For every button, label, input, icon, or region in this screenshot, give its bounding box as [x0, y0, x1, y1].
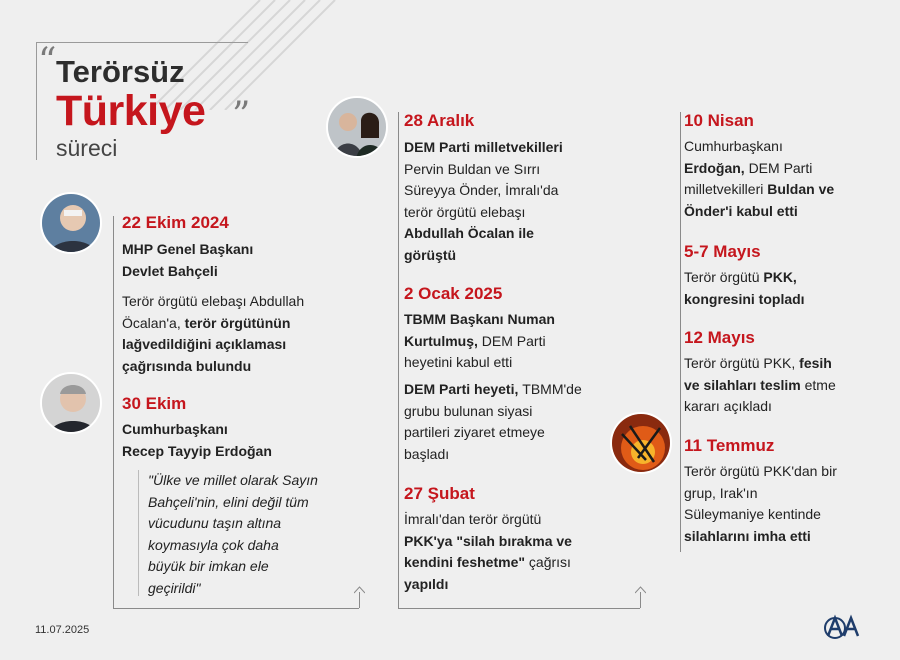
bold-text: lağvedildiğini açıklaması [122, 336, 287, 352]
timeline-end-col2 [640, 592, 641, 608]
event-date: 2 Ocak 2025 [404, 284, 503, 303]
person-title: MHP Genel Başkanı [122, 241, 254, 257]
text-segment: partileri ziyaret etmeye [404, 424, 545, 440]
bold-text: TBMM Başkanı Numan [404, 311, 555, 327]
text-segment: grubu bulunan siyasi [404, 402, 533, 419]
bold-text: kongresini topladı [684, 290, 805, 307]
arrow-up-icon [354, 586, 365, 594]
text-segment: TBMM'de [522, 381, 582, 397]
text-line [404, 401, 582, 423]
text-line [404, 574, 572, 596]
text-line [684, 353, 836, 375]
event-date: 11 Temmuz [684, 436, 775, 455]
text-line [404, 509, 572, 531]
event-date: 28 Aralık [404, 111, 475, 130]
text-line [404, 352, 555, 374]
avatar-erdogan [40, 372, 102, 434]
person-name: Recep Tayyip Erdoğan [122, 442, 272, 459]
bold-text: Önder'i kabul etti [684, 202, 798, 219]
event-body [404, 379, 582, 465]
text-line [684, 179, 834, 201]
timeline-base-col2 [398, 608, 640, 609]
title-line-1: Terörsüz [56, 54, 185, 89]
text-line [404, 331, 555, 353]
text-segment: Süleymaniye kentinde [684, 506, 821, 522]
timeline-line-col1 [113, 216, 114, 608]
text-line [684, 136, 834, 158]
open-quote-icon: “ [38, 41, 57, 82]
text-segment: etme [804, 376, 836, 393]
timeline-line-col2 [398, 112, 399, 608]
event-body [404, 309, 555, 374]
bold-text: fesih [799, 355, 832, 371]
text-segment: Süreyya Önder, İmralı'da [404, 182, 559, 198]
event-body [684, 267, 805, 310]
text-segment: başladı [404, 445, 450, 462]
timeline-end-col1 [359, 592, 360, 608]
event-person [122, 419, 272, 462]
text-line [122, 313, 304, 335]
text-segment: DEM Parti [481, 332, 546, 349]
text-line [404, 223, 563, 245]
text-line [404, 422, 582, 444]
timeline-line-col3 [680, 112, 681, 552]
text-segment: Öcalan'a, [122, 314, 185, 331]
event-date: 5-7 Mayıs [684, 242, 761, 261]
text-segment: İmralı'dan terör örgütü [404, 511, 542, 527]
text-line [684, 526, 837, 548]
bold-text: Erdoğan, [684, 159, 749, 176]
text-segment: Terör örgütü PKK, [684, 355, 800, 371]
close-quote-icon: ” [232, 95, 251, 136]
bold-text: görüştü [404, 246, 457, 263]
text-segment: kararı açıkladı [684, 398, 772, 414]
text-line [404, 379, 582, 401]
bold-text: Buldan ve [767, 181, 835, 197]
bold-text: DEM Parti heyeti, [404, 381, 523, 397]
text-segment: Pervin Buldan ve Sırrı [404, 160, 541, 177]
text-line [684, 201, 834, 223]
event-date: 27 Şubat [404, 484, 475, 503]
bold-text: terör örgütünün [184, 314, 291, 331]
timeline-base-col1 [113, 608, 359, 609]
bold-text: DEM Parti milletvekilleri [404, 139, 563, 155]
text-line [404, 531, 572, 553]
bold-text: PKK, [763, 269, 797, 285]
text-line [404, 552, 572, 574]
text-line [684, 504, 837, 526]
quote-line: koymasıyla çok daha [148, 536, 279, 553]
bold-text: ve silahları teslim [684, 376, 805, 393]
person-title: Cumhurbaşkanı [122, 421, 228, 437]
avatar-dem-delegation [326, 96, 388, 158]
text-line [404, 159, 563, 181]
event-quote [148, 470, 318, 599]
event-date: 12 Mayıs [684, 328, 755, 347]
text-line [404, 245, 563, 267]
text-line [404, 202, 563, 224]
event-person [122, 239, 253, 282]
title-line-2: Türkiye [56, 87, 206, 135]
event-body [684, 136, 834, 222]
text-segment: DEM Parti [748, 159, 813, 176]
text-line [684, 289, 805, 311]
text-segment: Terör örgütü PKK'dan bir [684, 463, 837, 479]
text-segment: terör örgütü elebaşı [404, 203, 526, 220]
event-date: 22 Ekim 2024 [122, 213, 229, 232]
event-body [684, 461, 837, 547]
text-segment: milletvekilleri [684, 181, 768, 197]
event-body [404, 137, 563, 266]
text-line [404, 444, 582, 466]
title-line-3: süreci [56, 135, 118, 161]
text-line [684, 483, 837, 505]
text-line [122, 334, 304, 356]
person-name: Devlet Bahçeli [122, 262, 218, 279]
quote-bar [138, 470, 139, 596]
quote-line: vücudunu taşın altına [148, 515, 282, 531]
text-segment: Terör örgütü [684, 269, 764, 285]
bold-text: yapıldı [404, 575, 449, 592]
bold-text: kendini feshetme" [404, 554, 529, 570]
event-body [122, 291, 304, 377]
event-body [684, 353, 836, 418]
text-line [684, 375, 836, 397]
aa-logo [824, 612, 876, 644]
bold-text: çağrısında bulundu [122, 357, 252, 374]
publish-date: 11.07.2025 [35, 624, 90, 636]
bold-text: Abdullah Öcalan ile [404, 225, 534, 241]
quote-line: Bahçeli'nin, elini değil tüm [148, 493, 309, 510]
text-segment: heyetini kabul etti [404, 354, 513, 370]
text-line [404, 309, 555, 331]
text-line [684, 267, 805, 289]
text-line [404, 137, 563, 159]
avatar-bahceli [40, 192, 102, 254]
event-date: 10 Nisan [684, 111, 754, 130]
text-line [404, 180, 563, 202]
text-segment: çağrısı [528, 554, 571, 570]
quote-line: geçirildi" [148, 579, 201, 596]
title-block [36, 41, 251, 162]
bold-text: Kurtulmuş, [404, 332, 482, 349]
text-segment: Terör örgütü elebaşı Abdullah [122, 293, 305, 309]
text-line [684, 461, 837, 483]
quote-line: büyük bir imkan ele [148, 558, 269, 574]
text-segment: Cumhurbaşkanı [684, 138, 783, 154]
bold-text: silahlarını imha etti [684, 527, 811, 544]
arrow-up-icon [635, 586, 646, 594]
avatar-weapon-burning [610, 412, 672, 474]
quote-line: "Ülke ve millet olarak Sayın [148, 472, 318, 488]
text-line [684, 396, 836, 418]
event-date: 30 Ekim [122, 394, 187, 413]
text-segment: grup, Irak'ın [684, 484, 758, 501]
bold-text: PKK'ya "silah bırakma ve [404, 532, 572, 549]
text-line [122, 291, 304, 313]
text-line [684, 158, 834, 180]
text-line [122, 356, 304, 378]
event-body [404, 509, 572, 595]
